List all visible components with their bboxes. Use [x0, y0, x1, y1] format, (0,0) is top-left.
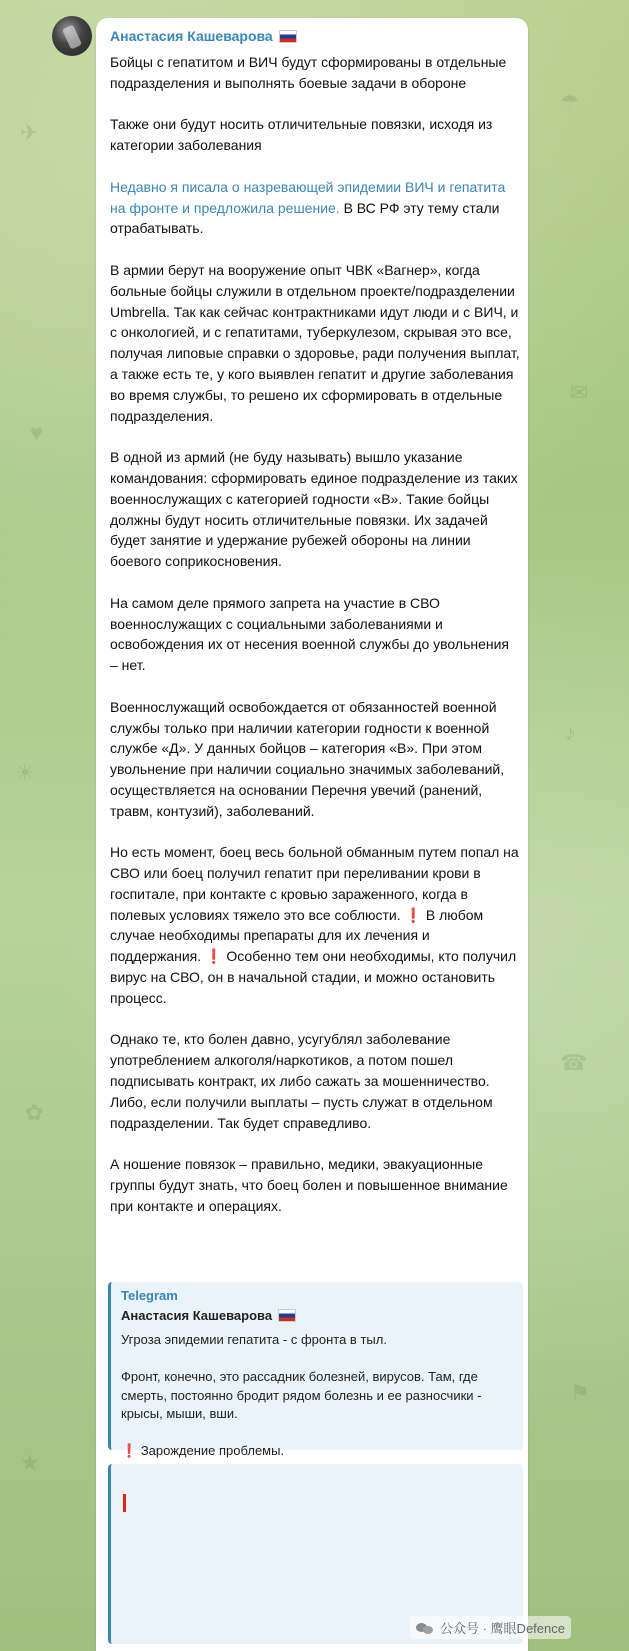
paragraph-with-exclamations — [110, 842, 520, 1008]
quote-source: Telegram — [121, 1288, 178, 1303]
quote-line-text: Зарождение проблемы. — [140, 1443, 285, 1458]
sender-name[interactable] — [110, 28, 297, 44]
wechat-icon — [416, 1621, 434, 1635]
paragraph: На самом деле прямого запрета на участие в СВО военнослужащих с социальными заболеваниями и освобождения их от несения военной службы до увольнения – нет. — [110, 594, 510, 674]
quote-line — [121, 1442, 516, 1461]
quote-line: Угроза эпидемии гепатита - с фронта в тыл. — [121, 1332, 387, 1347]
forwarded-quote[interactable] — [108, 1282, 523, 1458]
paragraph-with-link — [110, 177, 520, 239]
paragraph: А ношение повязок – правильно, медики, эвакуационные группы будут знать, что боец болен и повышенное внимание при контакте и операциях. — [110, 1156, 508, 1214]
quote-author-text: Анастасия Кашеварова — [121, 1308, 273, 1323]
paragraph: В одной из армий (не буду называть) вышло указание командования: сформировать единое подразделение из таких военнослужащих с категорией годности «В». Такие бойцы должны будут носить отличительные повязки. Их задачей будет занятие и удержание рубежей обороны на линии боевого соприкосновения. — [110, 449, 518, 570]
exclamation-icon: ❗ — [205, 948, 223, 965]
message-text — [110, 52, 520, 1237]
paragraph: Военнослужащий освобождается от обязанностей военной службы только при наличии категории годности к военной службе «Д». У данных бойцов – категория «В». При этом увольнение при наличии социально значимых заболеваний, осуществляется на основании Перечня увечий (ранений, травм, контузий), заболеваний. — [110, 698, 505, 819]
chat-background-pattern: ✈ ☂ ♥ ✉ ☀ ♪ ✿ ☎ ★ ⚑ — [15, 90, 590, 1475]
paragraph-rest: В ВС РФ эту тему стали отрабатывать. — [110, 199, 500, 237]
previous-post-link[interactable]: Недавно я писала о назревающей эпидемии ВИЧ и гепатита на фронте и предложила решение. — [110, 178, 506, 216]
russian-flag-icon — [278, 1309, 296, 1322]
paragraph-part: Но есть момент, боец весь больной обманным путем попал на СВО или боец получил гепатит при переливании крови в госпитале, при контакте с кровью зараженного, когда в полевых условиях тяжело это все соблюсти. — [110, 844, 519, 923]
exclamation-icon: ❗ — [404, 906, 422, 923]
paragraph-part: Особенно тем они необходимы, кто получил вирус на СВО, он в начальной стадии, и можно остановить процесс. — [110, 948, 517, 1006]
quote-body — [121, 1331, 516, 1479]
author-avatar[interactable] — [52, 16, 92, 56]
sender-name-text: Анастасия Кашеварова — [110, 28, 273, 44]
paragraph: В армии берут на вооружение опыт ЧВК «Вагнер», когда больные бойцы служили в отдельном проекте/подразделении Umbrella. Так как сейчас контрактниками идут люди и с ВИЧ, и с онкологией, и с гепатитами, туберкулезом, скрывая это все, получая липовые справки о здоровье, ради получения выплат, а также есть те, у кого выявлен гепатит и другие заболевания во время службы, то решено их сформировать в отдельные подразделения. — [110, 261, 520, 424]
quote-author — [121, 1308, 296, 1323]
exclamation-icon: ❗ — [121, 1443, 138, 1458]
paragraph: Бойцы с гепатитом и ВИЧ будут сформированы в отдельные подразделения и выполнять боевые задачи в обороне — [110, 54, 507, 91]
paragraph: Однако те, кто болен давно, усугублял заболевание употреблением алкоголя/наркотиков, а потом пошел подписывать контракт, их либо сажать за мошенничество. Либо, если получили выплаты – пусть служат в отдельном подразделении. Так будет справедливо. — [110, 1031, 493, 1131]
exclamation-mark — [123, 1494, 126, 1512]
russian-flag-icon — [279, 30, 297, 43]
message-bubble — [96, 18, 528, 1651]
watermark — [410, 1616, 571, 1639]
quote-line: Фронт, конечно, это рассадник болезней, вирусов. Там, где смерть, постоянно бродит рядом болезнь и ее разносчики - крысы, мыши, вши. — [121, 1369, 482, 1421]
watermark-text: 公众号 · 鹰眼Defence — [440, 1621, 565, 1636]
paragraph: Также они будут носить отличительные повязки, исходя из категории заболевания — [110, 116, 493, 154]
paragraph-part: В любом случае необходимы препараты для их лечения и поддержания. — [110, 906, 484, 965]
